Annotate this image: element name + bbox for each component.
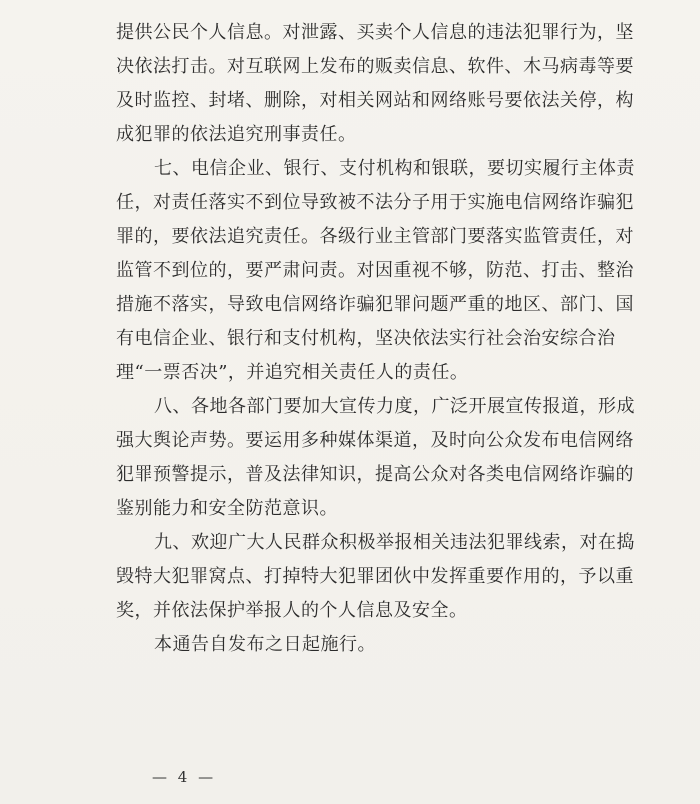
paragraph-continued: 提供公民个人信息。对泄露、买卖个人信息的违法犯罪行为，坚决依法打击。对互联网上发布的贩卖信息、软件、木马病毒等要及时监控、封堵、删除，对相关网站和网络账号要依法关停，构成犯罪的依法追究刑事责任。 bbox=[116, 22, 634, 145]
page-number: — 4 — bbox=[152, 768, 217, 786]
paragraph-nine: 九、欢迎广大人民群众积极举报相关违法犯罪线索，对在捣毁特大犯罪窝点、打掉特大犯罪团伙中发挥重要作用的，予以重奖，并依法保护举报人的个人信息及安全。 bbox=[116, 532, 635, 621]
paragraph-eight: 八、各地各部门要加大宣传力度，广泛开展宣传报道，形成强大舆论声势。要运用多种媒体渠道，及时向公众发布电信网络犯罪预警提示，普及法律知识，提高公众对各类电信网络诈骗的鉴别能力和安全防范意识。 bbox=[116, 396, 635, 519]
closing-statement: 本通告自发布之日起施行。 bbox=[154, 634, 376, 655]
document-body bbox=[116, 16, 636, 662]
paragraph-seven: 七、电信企业、银行、支付机构和银联，要切实履行主体责任，对责任落实不到位导致被不法分子用于实施电信网络诈骗犯罪的，要依法追究责任。各级行业主管部门要落实监管责任，对监管不到位的，要严肃问责。对因重视不够，防范、打击、整治措施不落实，导致电信网络诈骗犯罪问题严重的地区、部门、国有电信企业、银行和支付机构，坚决依法实行社会治安综合治理“一票否决”，并追究相关责任人的责任。 bbox=[116, 158, 635, 383]
